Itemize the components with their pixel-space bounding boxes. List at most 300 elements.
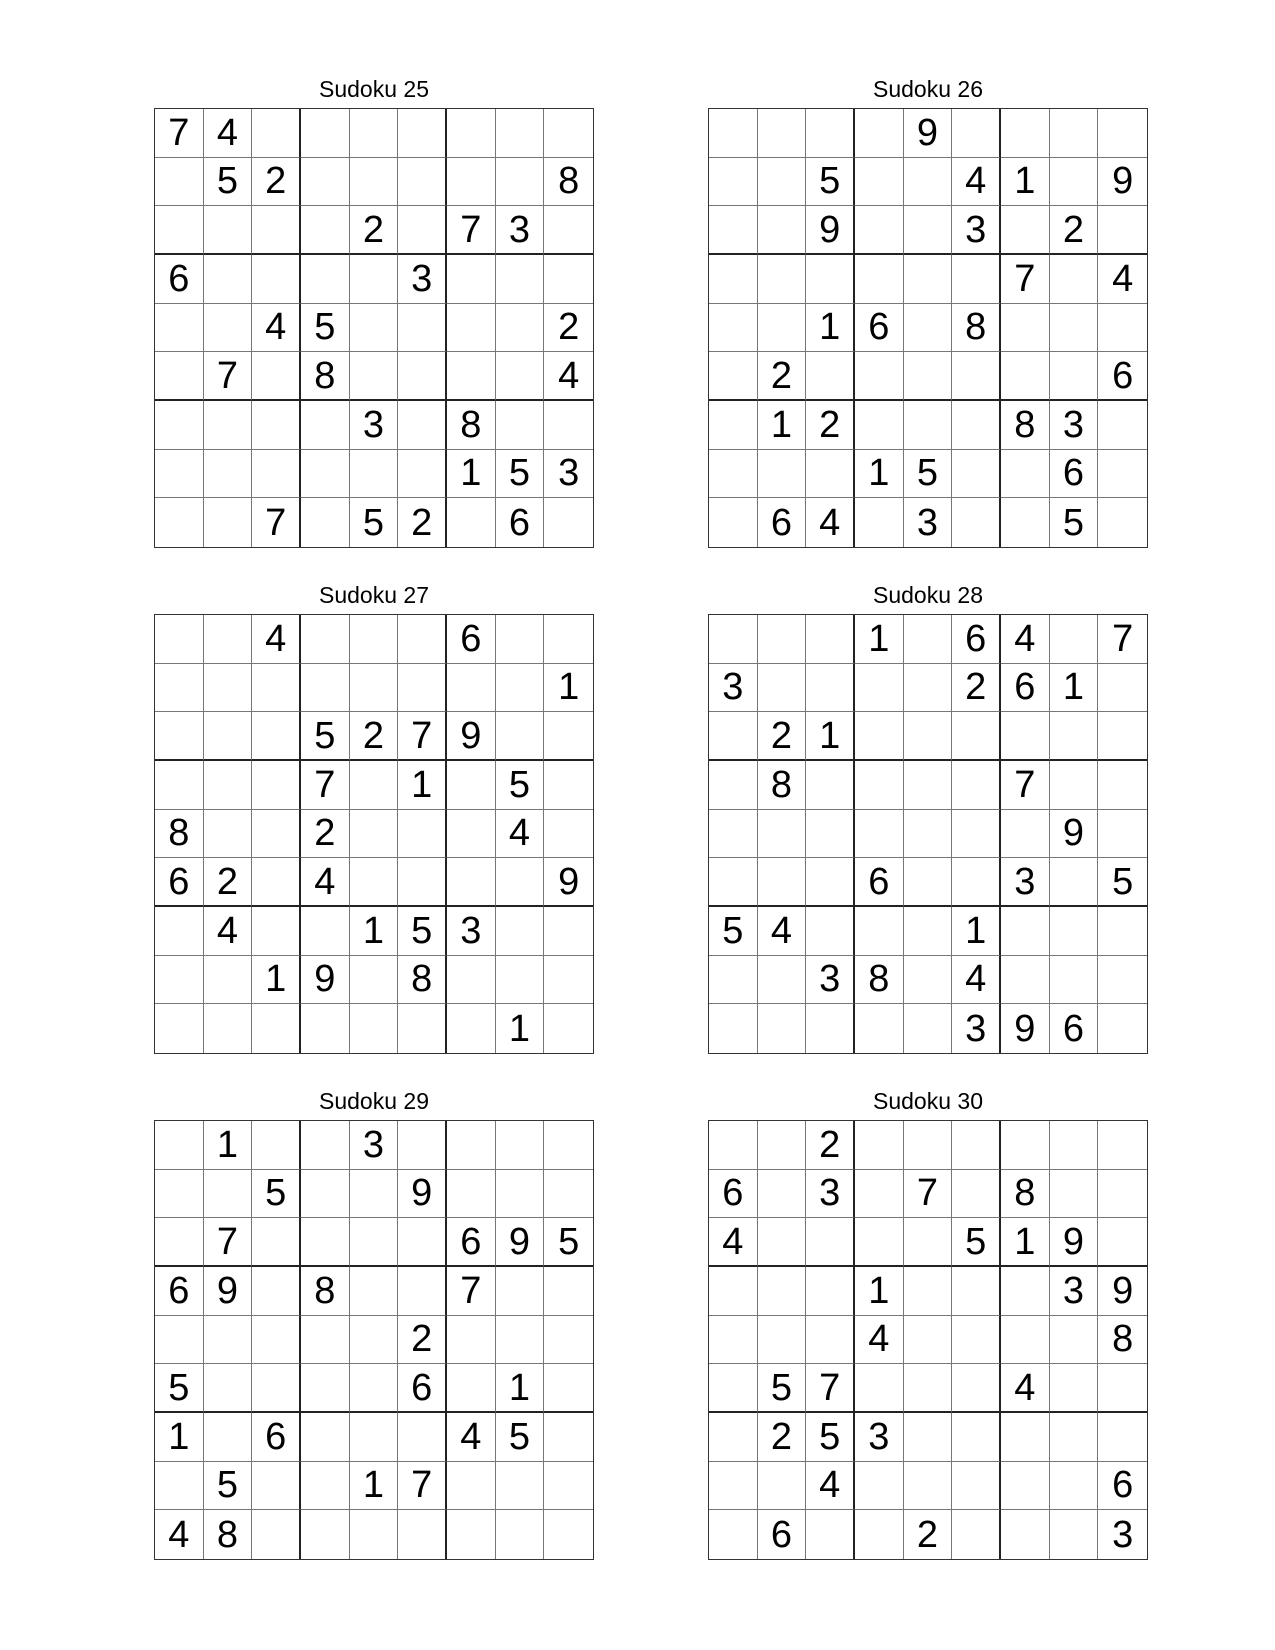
- sudoku-cell[interactable]: [758, 206, 807, 255]
- sudoku-cell[interactable]: [806, 450, 855, 499]
- sudoku-cell[interactable]: [155, 158, 204, 207]
- sudoku-cell[interactable]: [252, 858, 301, 907]
- sudoku-cell[interactable]: [204, 1170, 253, 1219]
- sudoku-cell[interactable]: 3: [1050, 401, 1099, 450]
- sudoku-cell[interactable]: [952, 109, 1001, 158]
- sudoku-cell[interactable]: 3: [952, 206, 1001, 255]
- sudoku-cell[interactable]: 4: [1001, 615, 1050, 664]
- sudoku-cell[interactable]: [1098, 304, 1147, 353]
- sudoku-cell[interactable]: 8: [301, 352, 350, 401]
- sudoku-cell[interactable]: [758, 450, 807, 499]
- sudoku-cell[interactable]: 4: [709, 1218, 758, 1267]
- sudoku-cell[interactable]: 7: [204, 352, 253, 401]
- sudoku-cell[interactable]: [952, 401, 1001, 450]
- sudoku-cell[interactable]: [806, 907, 855, 956]
- sudoku-cell[interactable]: [447, 1316, 496, 1365]
- sudoku-cell[interactable]: [301, 1218, 350, 1267]
- sudoku-cell[interactable]: 1: [447, 450, 496, 499]
- sudoku-cell[interactable]: [1050, 255, 1099, 304]
- sudoku-cell[interactable]: 5: [709, 907, 758, 956]
- sudoku-cell[interactable]: [496, 1121, 545, 1170]
- sudoku-cell[interactable]: [496, 907, 545, 956]
- sudoku-cell[interactable]: 6: [252, 1413, 301, 1462]
- sudoku-cell[interactable]: [252, 352, 301, 401]
- sudoku-cell[interactable]: [904, 1316, 953, 1365]
- sudoku-cell[interactable]: [709, 1510, 758, 1559]
- sudoku-cell[interactable]: 3: [952, 1004, 1001, 1053]
- sudoku-cell[interactable]: [709, 109, 758, 158]
- sudoku-cell[interactable]: 9: [1098, 1267, 1147, 1316]
- sudoku-cell[interactable]: [904, 401, 953, 450]
- sudoku-cell[interactable]: [398, 1267, 447, 1316]
- sudoku-cell[interactable]: 5: [544, 1218, 593, 1267]
- sudoku-cell[interactable]: [855, 1218, 904, 1267]
- sudoku-cell[interactable]: [204, 810, 253, 859]
- sudoku-cell[interactable]: 2: [758, 712, 807, 761]
- sudoku-cell[interactable]: 4: [252, 615, 301, 664]
- sudoku-cell[interactable]: 7: [806, 1364, 855, 1413]
- sudoku-cell[interactable]: [447, 761, 496, 810]
- sudoku-cell[interactable]: [904, 304, 953, 353]
- sudoku-cell[interactable]: [496, 1170, 545, 1219]
- sudoku-cell[interactable]: [1098, 907, 1147, 956]
- sudoku-cell[interactable]: [544, 956, 593, 1005]
- sudoku-cell[interactable]: [758, 810, 807, 859]
- sudoku-cell[interactable]: 1: [855, 450, 904, 499]
- sudoku-cell[interactable]: 3: [1050, 1267, 1099, 1316]
- sudoku-cell[interactable]: [447, 352, 496, 401]
- sudoku-cell[interactable]: [301, 615, 350, 664]
- sudoku-cell[interactable]: [496, 1462, 545, 1511]
- sudoku-cell[interactable]: [447, 956, 496, 1005]
- sudoku-cell[interactable]: [1098, 1413, 1147, 1462]
- sudoku-cell[interactable]: [952, 761, 1001, 810]
- sudoku-cell[interactable]: 1: [204, 1121, 253, 1170]
- sudoku-cell[interactable]: [301, 907, 350, 956]
- sudoku-cell[interactable]: 6: [952, 615, 1001, 664]
- sudoku-cell[interactable]: [204, 401, 253, 450]
- sudoku-cell[interactable]: 2: [806, 1121, 855, 1170]
- sudoku-cell[interactable]: 7: [398, 1462, 447, 1511]
- sudoku-cell[interactable]: 1: [855, 615, 904, 664]
- sudoku-cell[interactable]: 3: [398, 255, 447, 304]
- sudoku-cell[interactable]: [252, 1316, 301, 1365]
- sudoku-cell[interactable]: 2: [350, 206, 399, 255]
- sudoku-cell[interactable]: 5: [398, 907, 447, 956]
- sudoku-cell[interactable]: 1: [252, 956, 301, 1005]
- sudoku-cell[interactable]: [447, 1121, 496, 1170]
- sudoku-cell[interactable]: [350, 1170, 399, 1219]
- sudoku-cell[interactable]: [1001, 956, 1050, 1005]
- sudoku-cell[interactable]: 5: [350, 498, 399, 547]
- sudoku-cell[interactable]: 9: [398, 1170, 447, 1219]
- sudoku-cell[interactable]: [709, 1364, 758, 1413]
- sudoku-cell[interactable]: [204, 1413, 253, 1462]
- sudoku-cell[interactable]: 5: [904, 450, 953, 499]
- sudoku-cell[interactable]: [758, 956, 807, 1005]
- sudoku-cell[interactable]: 1: [1001, 158, 1050, 207]
- sudoku-cell[interactable]: [904, 1364, 953, 1413]
- sudoku-cell[interactable]: [758, 1170, 807, 1219]
- sudoku-cell[interactable]: [496, 858, 545, 907]
- sudoku-cell[interactable]: 8: [398, 956, 447, 1005]
- sudoku-cell[interactable]: 2: [1050, 206, 1099, 255]
- sudoku-cell[interactable]: [709, 956, 758, 1005]
- sudoku-cell[interactable]: 9: [806, 206, 855, 255]
- sudoku-cell[interactable]: [904, 907, 953, 956]
- sudoku-cell[interactable]: 4: [1098, 255, 1147, 304]
- sudoku-cell[interactable]: [301, 109, 350, 158]
- sudoku-cell[interactable]: [544, 206, 593, 255]
- sudoku-cell[interactable]: [1098, 401, 1147, 450]
- sudoku-cell[interactable]: [952, 1316, 1001, 1365]
- sudoku-cell[interactable]: [398, 615, 447, 664]
- sudoku-cell[interactable]: [350, 255, 399, 304]
- sudoku-cell[interactable]: 5: [252, 1170, 301, 1219]
- sudoku-cell[interactable]: [855, 158, 904, 207]
- sudoku-cell[interactable]: [544, 1267, 593, 1316]
- sudoku-cell[interactable]: [952, 1510, 1001, 1559]
- sudoku-cell[interactable]: [1050, 1510, 1099, 1559]
- sudoku-cell[interactable]: [1001, 206, 1050, 255]
- sudoku-cell[interactable]: 8: [544, 158, 593, 207]
- sudoku-cell[interactable]: 6: [855, 304, 904, 353]
- sudoku-cell[interactable]: [1098, 450, 1147, 499]
- sudoku-cell[interactable]: [709, 352, 758, 401]
- sudoku-cell[interactable]: 2: [252, 158, 301, 207]
- sudoku-cell[interactable]: 7: [1001, 255, 1050, 304]
- sudoku-cell[interactable]: 8: [1098, 1316, 1147, 1365]
- sudoku-cell[interactable]: [1050, 1413, 1099, 1462]
- sudoku-cell[interactable]: [544, 712, 593, 761]
- sudoku-cell[interactable]: 1: [1050, 664, 1099, 713]
- sudoku-cell[interactable]: [855, 109, 904, 158]
- sudoku-cell[interactable]: 1: [855, 1267, 904, 1316]
- sudoku-cell[interactable]: [1050, 1170, 1099, 1219]
- sudoku-cell[interactable]: 9: [496, 1218, 545, 1267]
- sudoku-cell[interactable]: [758, 1267, 807, 1316]
- sudoku-cell[interactable]: 1: [952, 907, 1001, 956]
- sudoku-cell[interactable]: [709, 1462, 758, 1511]
- sudoku-cell[interactable]: [447, 158, 496, 207]
- sudoku-cell[interactable]: 6: [758, 1510, 807, 1559]
- sudoku-cell[interactable]: 4: [204, 109, 253, 158]
- sudoku-cell[interactable]: 2: [204, 858, 253, 907]
- sudoku-cell[interactable]: [301, 1121, 350, 1170]
- sudoku-cell[interactable]: [155, 450, 204, 499]
- sudoku-cell[interactable]: [806, 664, 855, 713]
- sudoku-cell[interactable]: 7: [252, 498, 301, 547]
- sudoku-cell[interactable]: [398, 1004, 447, 1053]
- sudoku-cell[interactable]: [904, 858, 953, 907]
- sudoku-cell[interactable]: [806, 810, 855, 859]
- sudoku-cell[interactable]: [204, 450, 253, 499]
- sudoku-cell[interactable]: [496, 255, 545, 304]
- sudoku-cell[interactable]: [544, 1510, 593, 1559]
- sudoku-cell[interactable]: [758, 158, 807, 207]
- sudoku-cell[interactable]: [1050, 615, 1099, 664]
- sudoku-cell[interactable]: [155, 664, 204, 713]
- sudoku-cell[interactable]: [252, 1004, 301, 1053]
- sudoku-cell[interactable]: [709, 858, 758, 907]
- sudoku-cell[interactable]: 4: [155, 1510, 204, 1559]
- sudoku-cell[interactable]: [758, 1218, 807, 1267]
- sudoku-cell[interactable]: [1098, 761, 1147, 810]
- sudoku-cell[interactable]: [904, 255, 953, 304]
- sudoku-cell[interactable]: [806, 352, 855, 401]
- sudoku-cell[interactable]: [904, 761, 953, 810]
- sudoku-cell[interactable]: [155, 907, 204, 956]
- sudoku-cell[interactable]: [204, 956, 253, 1005]
- sudoku-cell[interactable]: [350, 615, 399, 664]
- sudoku-cell[interactable]: 4: [544, 352, 593, 401]
- sudoku-cell[interactable]: 1: [1001, 1218, 1050, 1267]
- sudoku-cell[interactable]: 6: [398, 1364, 447, 1413]
- sudoku-cell[interactable]: [301, 498, 350, 547]
- sudoku-cell[interactable]: [544, 1413, 593, 1462]
- sudoku-cell[interactable]: 1: [496, 1364, 545, 1413]
- sudoku-cell[interactable]: [709, 1004, 758, 1053]
- sudoku-cell[interactable]: 7: [1098, 615, 1147, 664]
- sudoku-cell[interactable]: [952, 255, 1001, 304]
- sudoku-cell[interactable]: [758, 1462, 807, 1511]
- sudoku-cell[interactable]: [1050, 352, 1099, 401]
- sudoku-cell[interactable]: [252, 1121, 301, 1170]
- sudoku-cell[interactable]: [155, 1316, 204, 1365]
- sudoku-cell[interactable]: 9: [904, 109, 953, 158]
- sudoku-cell[interactable]: 7: [301, 761, 350, 810]
- sudoku-cell[interactable]: 8: [301, 1267, 350, 1316]
- sudoku-cell[interactable]: [1098, 1121, 1147, 1170]
- sudoku-cell[interactable]: [758, 858, 807, 907]
- sudoku-cell[interactable]: [252, 1267, 301, 1316]
- sudoku-cell[interactable]: 2: [952, 664, 1001, 713]
- sudoku-cell[interactable]: 3: [806, 1170, 855, 1219]
- sudoku-cell[interactable]: [758, 109, 807, 158]
- sudoku-cell[interactable]: 2: [398, 498, 447, 547]
- sudoku-cell[interactable]: [252, 450, 301, 499]
- sudoku-cell[interactable]: [447, 1004, 496, 1053]
- sudoku-cell[interactable]: [952, 1364, 1001, 1413]
- sudoku-cell[interactable]: [1098, 109, 1147, 158]
- sudoku-cell[interactable]: [952, 1462, 1001, 1511]
- sudoku-cell[interactable]: [1001, 1316, 1050, 1365]
- sudoku-cell[interactable]: [952, 352, 1001, 401]
- sudoku-cell[interactable]: 3: [350, 1121, 399, 1170]
- sudoku-cell[interactable]: 3: [709, 664, 758, 713]
- sudoku-cell[interactable]: [398, 401, 447, 450]
- sudoku-cell[interactable]: [709, 304, 758, 353]
- sudoku-cell[interactable]: [904, 1462, 953, 1511]
- sudoku-cell[interactable]: 5: [496, 450, 545, 499]
- sudoku-cell[interactable]: [1050, 109, 1099, 158]
- sudoku-cell[interactable]: [447, 109, 496, 158]
- sudoku-cell[interactable]: [1001, 498, 1050, 547]
- sudoku-cell[interactable]: 4: [952, 956, 1001, 1005]
- sudoku-cell[interactable]: [1098, 1004, 1147, 1053]
- sudoku-cell[interactable]: [904, 956, 953, 1005]
- sudoku-cell[interactable]: [904, 615, 953, 664]
- sudoku-cell[interactable]: [544, 109, 593, 158]
- sudoku-cell[interactable]: [398, 352, 447, 401]
- sudoku-cell[interactable]: 6: [855, 858, 904, 907]
- sudoku-cell[interactable]: [496, 956, 545, 1005]
- sudoku-cell[interactable]: [855, 1364, 904, 1413]
- sudoku-cell[interactable]: 5: [301, 712, 350, 761]
- sudoku-cell[interactable]: [398, 664, 447, 713]
- sudoku-cell[interactable]: 4: [758, 907, 807, 956]
- sudoku-cell[interactable]: [252, 712, 301, 761]
- sudoku-cell[interactable]: [855, 761, 904, 810]
- sudoku-cell[interactable]: 5: [155, 1364, 204, 1413]
- sudoku-cell[interactable]: 6: [709, 1170, 758, 1219]
- sudoku-cell[interactable]: [806, 858, 855, 907]
- sudoku-cell[interactable]: 1: [758, 401, 807, 450]
- sudoku-cell[interactable]: 5: [496, 761, 545, 810]
- sudoku-cell[interactable]: 6: [447, 615, 496, 664]
- sudoku-cell[interactable]: [252, 761, 301, 810]
- sudoku-cell[interactable]: [155, 401, 204, 450]
- sudoku-cell[interactable]: 5: [1098, 858, 1147, 907]
- sudoku-cell[interactable]: 4: [806, 1462, 855, 1511]
- sudoku-cell[interactable]: 7: [398, 712, 447, 761]
- sudoku-cell[interactable]: 6: [1098, 1462, 1147, 1511]
- sudoku-cell[interactable]: [252, 664, 301, 713]
- sudoku-cell[interactable]: 6: [1050, 450, 1099, 499]
- sudoku-cell[interactable]: [350, 352, 399, 401]
- sudoku-cell[interactable]: 5: [204, 158, 253, 207]
- sudoku-cell[interactable]: [709, 450, 758, 499]
- sudoku-cell[interactable]: [204, 1316, 253, 1365]
- sudoku-cell[interactable]: [155, 1218, 204, 1267]
- sudoku-cell[interactable]: [544, 1316, 593, 1365]
- sudoku-cell[interactable]: [758, 1004, 807, 1053]
- sudoku-cell[interactable]: [758, 664, 807, 713]
- sudoku-cell[interactable]: 2: [758, 352, 807, 401]
- sudoku-cell[interactable]: [252, 1510, 301, 1559]
- sudoku-cell[interactable]: [806, 615, 855, 664]
- sudoku-cell[interactable]: [301, 664, 350, 713]
- sudoku-cell[interactable]: 1: [496, 1004, 545, 1053]
- sudoku-cell[interactable]: [204, 255, 253, 304]
- sudoku-cell[interactable]: [855, 810, 904, 859]
- sudoku-cell[interactable]: [301, 158, 350, 207]
- sudoku-cell[interactable]: [1001, 1121, 1050, 1170]
- sudoku-cell[interactable]: [855, 664, 904, 713]
- sudoku-cell[interactable]: [398, 304, 447, 353]
- sudoku-cell[interactable]: [447, 1170, 496, 1219]
- sudoku-cell[interactable]: [496, 158, 545, 207]
- sudoku-cell[interactable]: 9: [447, 712, 496, 761]
- sudoku-cell[interactable]: [252, 1364, 301, 1413]
- sudoku-cell[interactable]: [447, 664, 496, 713]
- sudoku-cell[interactable]: 6: [496, 498, 545, 547]
- sudoku-cell[interactable]: [758, 1316, 807, 1365]
- sudoku-cell[interactable]: 6: [155, 255, 204, 304]
- sudoku-cell[interactable]: [155, 1004, 204, 1053]
- sudoku-cell[interactable]: 9: [1050, 810, 1099, 859]
- sudoku-cell[interactable]: [496, 304, 545, 353]
- sudoku-cell[interactable]: [904, 1413, 953, 1462]
- sudoku-cell[interactable]: [709, 1413, 758, 1462]
- sudoku-cell[interactable]: [806, 1004, 855, 1053]
- sudoku-cell[interactable]: [855, 352, 904, 401]
- sudoku-cell[interactable]: [1050, 304, 1099, 353]
- sudoku-cell[interactable]: 1: [806, 712, 855, 761]
- sudoku-cell[interactable]: 3: [496, 206, 545, 255]
- sudoku-cell[interactable]: [496, 401, 545, 450]
- sudoku-cell[interactable]: 4: [1001, 1364, 1050, 1413]
- sudoku-cell[interactable]: [1050, 761, 1099, 810]
- sudoku-cell[interactable]: 4: [496, 810, 545, 859]
- sudoku-cell[interactable]: [709, 615, 758, 664]
- sudoku-cell[interactable]: [301, 1413, 350, 1462]
- sudoku-cell[interactable]: [952, 498, 1001, 547]
- sudoku-cell[interactable]: [496, 1510, 545, 1559]
- sudoku-cell[interactable]: [1050, 907, 1099, 956]
- sudoku-cell[interactable]: [398, 206, 447, 255]
- sudoku-cell[interactable]: [204, 304, 253, 353]
- sudoku-cell[interactable]: [301, 1316, 350, 1365]
- sudoku-cell[interactable]: [252, 401, 301, 450]
- sudoku-cell[interactable]: [155, 761, 204, 810]
- sudoku-cell[interactable]: [952, 1413, 1001, 1462]
- sudoku-cell[interactable]: 4: [447, 1413, 496, 1462]
- sudoku-cell[interactable]: 3: [1001, 858, 1050, 907]
- sudoku-cell[interactable]: [447, 858, 496, 907]
- sudoku-cell[interactable]: 9: [1098, 158, 1147, 207]
- sudoku-cell[interactable]: [544, 498, 593, 547]
- sudoku-cell[interactable]: [350, 304, 399, 353]
- sudoku-cell[interactable]: [204, 498, 253, 547]
- sudoku-cell[interactable]: 4: [952, 158, 1001, 207]
- sudoku-cell[interactable]: 3: [544, 450, 593, 499]
- sudoku-cell[interactable]: [398, 1413, 447, 1462]
- sudoku-cell[interactable]: [496, 109, 545, 158]
- sudoku-cell[interactable]: [155, 304, 204, 353]
- sudoku-cell[interactable]: [350, 1364, 399, 1413]
- sudoku-cell[interactable]: [496, 615, 545, 664]
- sudoku-cell[interactable]: [904, 158, 953, 207]
- sudoku-cell[interactable]: 3: [350, 401, 399, 450]
- sudoku-cell[interactable]: [301, 450, 350, 499]
- sudoku-cell[interactable]: [1098, 206, 1147, 255]
- sudoku-cell[interactable]: 3: [447, 907, 496, 956]
- sudoku-cell[interactable]: 8: [204, 1510, 253, 1559]
- sudoku-cell[interactable]: [252, 810, 301, 859]
- sudoku-cell[interactable]: [855, 206, 904, 255]
- sudoku-cell[interactable]: [806, 1510, 855, 1559]
- sudoku-cell[interactable]: [496, 712, 545, 761]
- sudoku-cell[interactable]: [709, 810, 758, 859]
- sudoku-cell[interactable]: [398, 1510, 447, 1559]
- sudoku-cell[interactable]: [709, 498, 758, 547]
- sudoku-cell[interactable]: [447, 255, 496, 304]
- sudoku-cell[interactable]: [709, 255, 758, 304]
- sudoku-cell[interactable]: [301, 1170, 350, 1219]
- sudoku-cell[interactable]: 4: [204, 907, 253, 956]
- sudoku-cell[interactable]: 3: [1112, 1513, 1134, 1556]
- sudoku-cell[interactable]: [204, 712, 253, 761]
- sudoku-cell[interactable]: [301, 1510, 350, 1559]
- sudoku-cell[interactable]: [350, 1413, 399, 1462]
- sudoku-cell[interactable]: [1050, 1316, 1099, 1365]
- sudoku-cell[interactable]: 2: [758, 1413, 807, 1462]
- sudoku-cell[interactable]: [398, 1121, 447, 1170]
- sudoku-cell[interactable]: [904, 1121, 953, 1170]
- sudoku-cell[interactable]: [1098, 498, 1147, 547]
- sudoku-cell[interactable]: [544, 401, 593, 450]
